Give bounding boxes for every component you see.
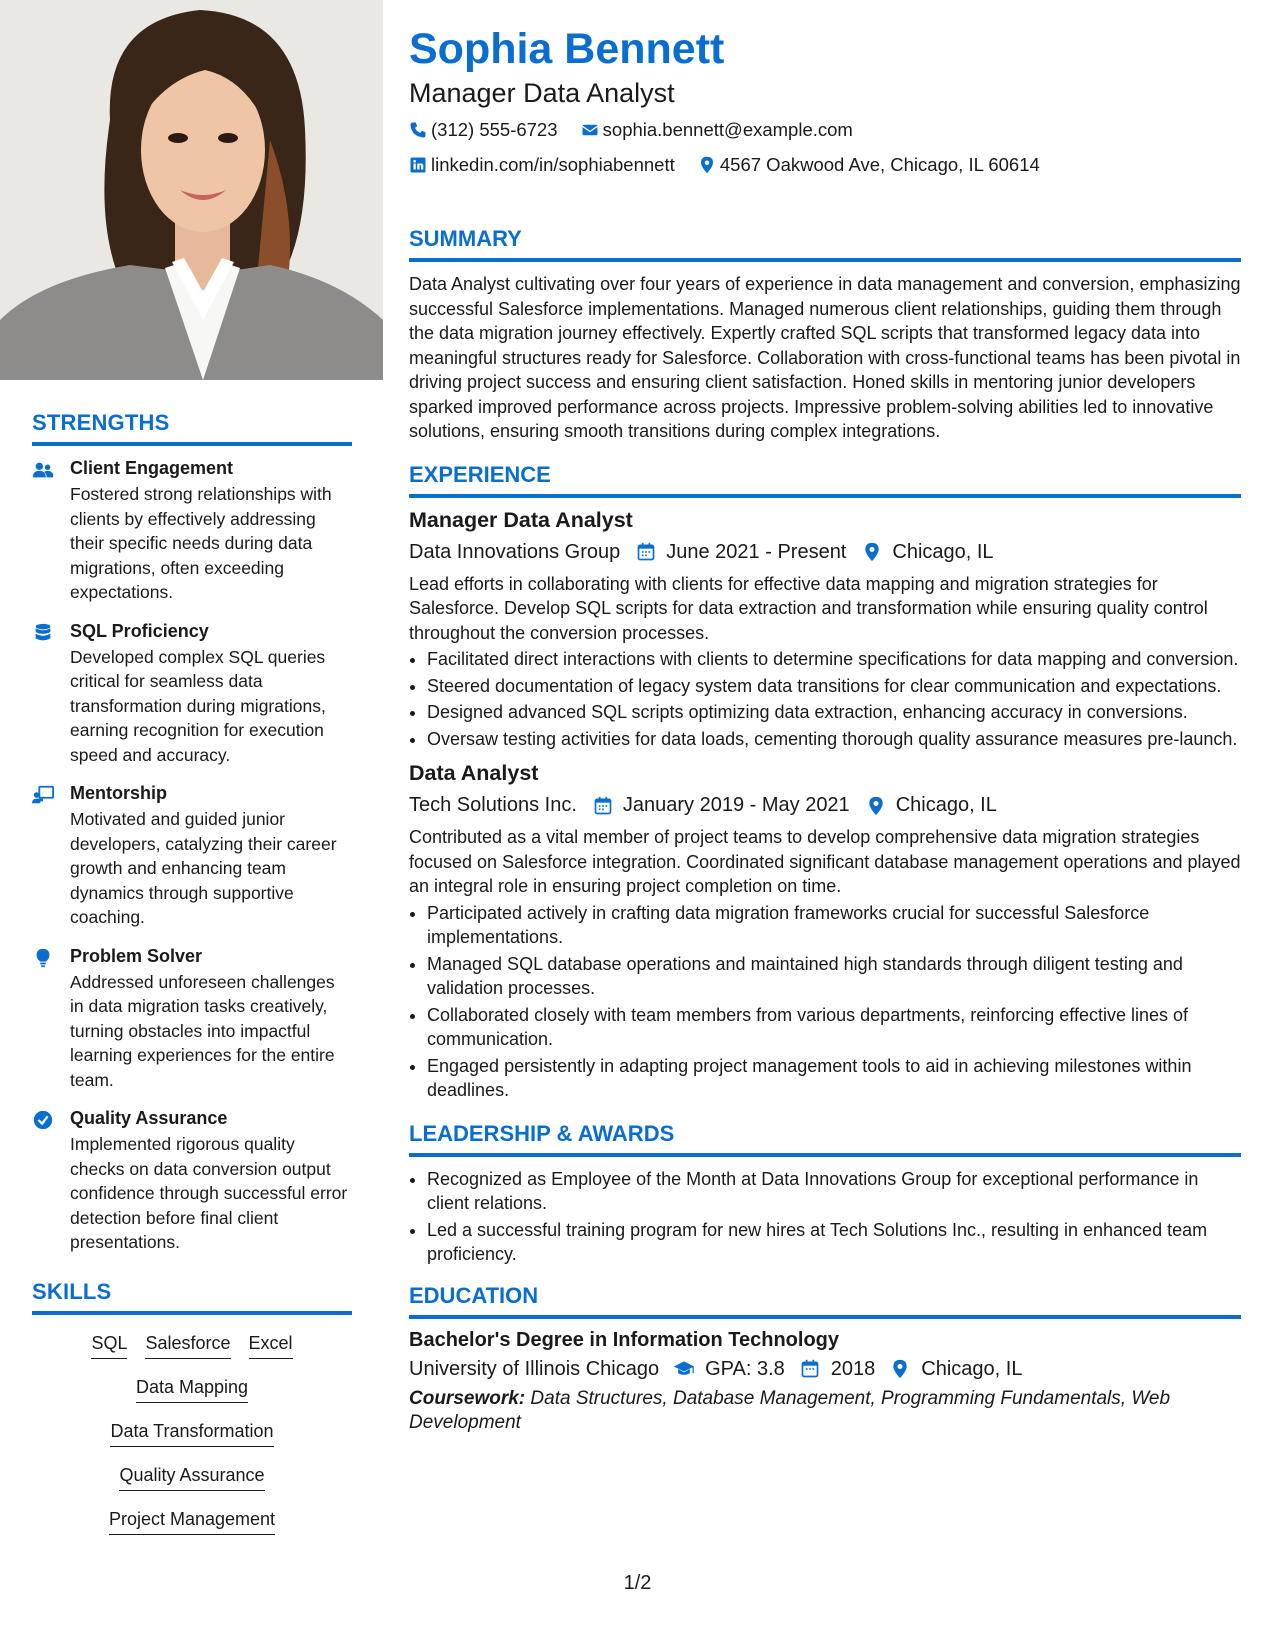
linkedin-contact[interactable] xyxy=(409,153,675,177)
job-entry xyxy=(409,508,1241,752)
job-dates: January 2019 - May 2021 xyxy=(622,794,850,816)
list-item: • Oversaw testing activities for data loads, cementing thorough quality assurance measures pre-launch. xyxy=(427,727,1241,752)
strength-title: SQL Proficiency xyxy=(70,620,209,641)
phone-text: (312) 555-6723 xyxy=(431,119,558,140)
strength-item xyxy=(32,783,352,930)
strength-item xyxy=(32,946,352,1093)
list-item: • Managed SQL database operations and maintained high standards through diligent testing and validation processes. xyxy=(427,952,1241,1001)
list-item: • Engaged persistently in adapting project management tools to aid in achieving milestones within deadlines. xyxy=(427,1054,1241,1103)
job-entry xyxy=(409,761,1241,1103)
strength-item xyxy=(32,458,352,605)
candidate-role: Manager Data Analyst xyxy=(409,78,675,108)
skills-heading: SKILLS xyxy=(32,1279,352,1315)
job-location: Chicago, IL xyxy=(895,794,997,816)
location-pin-icon xyxy=(698,156,716,174)
location-pin-icon xyxy=(889,1359,911,1379)
education-entry xyxy=(409,1329,1241,1435)
strength-description: Motivated and guided junior developers, catalyzing their career growth and enhancing team dynamics through supportive coaching. xyxy=(70,809,337,927)
coursework-text: Data Structures, Database Management, Programming Fundamentals, Web Development xyxy=(409,1387,1171,1433)
company-name: Tech Solutions Inc. xyxy=(409,794,577,816)
linkedin-text: linkedin.com/in/sophiabennett xyxy=(431,154,675,175)
job-description: Contributed as a vital member of project teams to develop comprehensive data migration strategies focused on Salesforce integration. Coordinated significant database management operations and played an integral role in ensuring project completion on time. xyxy=(409,827,1241,896)
skill-tag: Project Management xyxy=(109,1509,275,1535)
list-item: • Led a successful training program for new hires at Tech Solutions Inc., resulting in enhanced team proficiency. xyxy=(427,1218,1241,1267)
calendar-icon xyxy=(799,1359,821,1379)
strength-title: Client Engagement xyxy=(70,458,234,478)
location-pin-icon xyxy=(866,796,886,816)
job-dates: June 2021 - Present xyxy=(666,540,847,563)
list-item: • Recognized as Employee of the Month at Data Innovations Group for exceptional performance in client relations. xyxy=(427,1167,1241,1216)
job-bullets xyxy=(409,901,1241,1103)
strength-description: Fostered strong relationships with clients by effectively addressing their specific needs during data migrations, often exceeding expectations. xyxy=(70,484,332,602)
page-number: 1/2 xyxy=(623,1572,652,1594)
right-column xyxy=(409,24,1241,1435)
strength-title: Quality Assurance xyxy=(70,1108,228,1128)
linkedin-icon xyxy=(409,156,427,174)
list-item: • Designed advanced SQL scripts optimizing data extraction, enhancing accuracy in conversions. xyxy=(427,700,1241,725)
address-text: 4567 Oakwood Ave, Chicago, IL 60614 xyxy=(719,154,1040,175)
address-contact xyxy=(698,153,1040,177)
list-item: • Collaborated closely with team members from various departments, reinforcing effective lines of communication. xyxy=(427,1003,1241,1052)
skill-tag: Salesforce xyxy=(145,1333,230,1359)
strength-title: Mentorship xyxy=(70,783,167,803)
list-item: • Steered documentation of legacy system data transitions for clear communication and expectations. xyxy=(427,674,1241,699)
strength-item xyxy=(32,1108,352,1255)
database-icon xyxy=(32,621,70,768)
job-description: Lead efforts in collaborating with clients for effective data mapping and migration strategies for Salesforce. Develop SQL scripts for data extraction and transformation while ensuring quality control throughout the conversion processes. xyxy=(409,573,1208,643)
calendar-icon xyxy=(593,796,613,816)
coursework xyxy=(409,1387,1241,1435)
skills-list xyxy=(32,1333,352,1535)
strength-description: Addressed unforeseen challenges in data migration tasks creatively, turning obstacles into impactful learning experiences for the entire team. xyxy=(70,971,335,1090)
skill-tag: Data Mapping xyxy=(136,1377,248,1403)
strength-title: Problem Solver xyxy=(70,945,203,966)
strength-description: Developed complex SQL queries critical for seamless data transformation during migrations, earning recognition for execution speed and accuracy. xyxy=(70,646,326,765)
envelope-icon xyxy=(581,121,599,139)
job-location: Chicago, IL xyxy=(892,540,994,563)
location-pin-icon xyxy=(862,542,882,562)
summary-heading: SUMMARY xyxy=(409,226,1241,262)
email-contact[interactable] xyxy=(581,118,853,142)
education-heading: EDUCATION xyxy=(409,1283,1241,1319)
summary-text: Data Analyst cultivating over four years of experience in data management and conversion, emphasizing successful Salesforce implementations. Managed numerous client relationships, guiding them through the data migration journey effectively. Expertly crafted SQL scripts that transformed legacy data into meaningful structures ready for Salesforce. Collaboration with cross-functional teams has been pivotal in driving project success and ensuring client satisfaction. Honed skills in mentoring junior developers sparked improved performance across projects. Impressive problem-solving abilities led to innovative solutions, ensuring smooth transitions during complex integrations. xyxy=(409,274,1241,441)
graduation-year: 2018 xyxy=(830,1357,876,1380)
strengths-heading: STRENGTHS xyxy=(32,410,352,446)
education-location: Chicago, IL xyxy=(921,1357,1023,1380)
skill-tag: Data Transformation xyxy=(110,1421,273,1447)
lightbulb-icon xyxy=(32,946,70,1093)
profile-photo xyxy=(0,0,383,380)
list-item: • Participated actively in crafting data migration frameworks crucial for successful Salesforce implementations. xyxy=(427,901,1241,950)
strength-item xyxy=(32,621,352,768)
experience-heading: EXPERIENCE xyxy=(409,462,1241,498)
candidate-name: Sophia Bennett xyxy=(409,25,725,73)
company-name: Data Innovations Group xyxy=(409,540,621,563)
left-column xyxy=(32,410,352,1553)
gpa-text: GPA: 3.8 xyxy=(705,1357,785,1380)
contact-row xyxy=(409,153,1241,180)
skill-tag: Quality Assurance xyxy=(119,1465,264,1491)
coursework-label: Coursework: xyxy=(409,1387,526,1409)
phone-icon xyxy=(409,121,427,139)
users-icon xyxy=(32,458,70,605)
email-text: sophia.bennett@example.com xyxy=(602,119,853,140)
job-bullets xyxy=(409,647,1241,751)
contact-row xyxy=(409,118,1241,145)
list-item: • Facilitated direct interactions with clients to determine specifications for data mapping and conversion. xyxy=(427,647,1241,672)
leadership-heading: LEADERSHIP & AWARDS xyxy=(409,1121,1241,1157)
calendar-icon xyxy=(636,542,656,562)
degree-title: Bachelor's Degree in Information Technology xyxy=(409,1328,840,1351)
education-meta xyxy=(409,1358,1241,1381)
skill-tag: Excel xyxy=(249,1333,293,1359)
teacher-icon xyxy=(32,783,70,930)
job-title: Manager Data Analyst xyxy=(409,507,633,532)
graduation-cap-icon xyxy=(673,1359,695,1379)
job-meta xyxy=(409,541,1241,564)
leadership-bullets xyxy=(409,1167,1241,1267)
check-circle-icon xyxy=(32,1108,70,1255)
strength-description: Implemented rigorous quality checks on data conversion output confidence through successful error detection before final client presentations. xyxy=(70,1134,348,1252)
skill-tag: SQL xyxy=(91,1333,127,1359)
phone-contact[interactable] xyxy=(409,118,558,142)
job-meta xyxy=(409,794,1241,817)
school-name: University of Illinois Chicago xyxy=(409,1357,660,1380)
job-title: Data Analyst xyxy=(409,761,539,785)
